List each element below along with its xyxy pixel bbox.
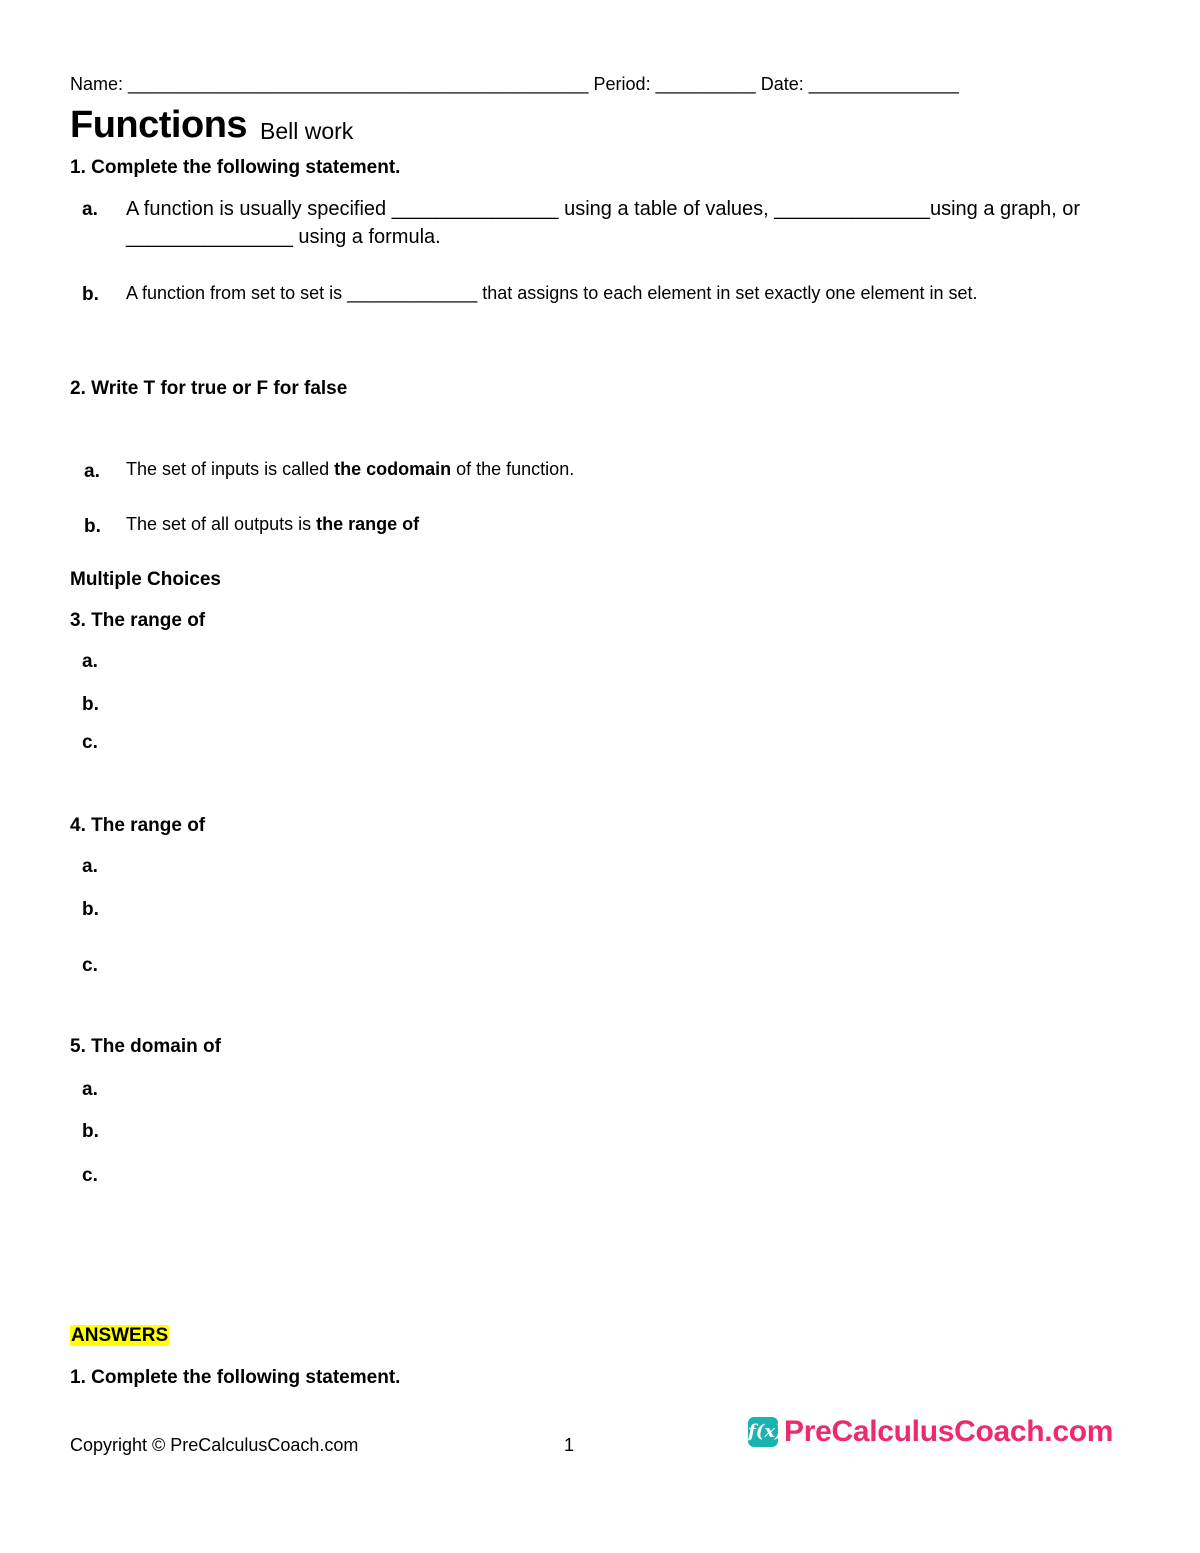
q1-b-text: A function from set to set is _____________ that assigns to each element in set exactly one element in set. (126, 283, 978, 303)
q1-b-label: b. (82, 284, 99, 305)
period-label: Period: (588, 74, 656, 94)
answers-question-1-heading: 1. Complete the following statement. (70, 1367, 401, 1388)
q2-b-label: b. (84, 516, 101, 537)
name-label: Name: (70, 74, 129, 94)
q4-option-b: b. (82, 899, 99, 920)
function-icon: f(x) (748, 1417, 778, 1447)
page-subtitle: Bell work (260, 118, 354, 144)
q3-option-a: a. (82, 651, 98, 672)
period-blank[interactable]: __________ (655, 74, 756, 94)
student-info-line (70, 74, 959, 95)
name-blank[interactable]: ______________________________________________ (128, 74, 589, 94)
question-2-heading: 2. Write T for true or F for false (70, 378, 348, 399)
q2-a-text: The set of inputs is called the codomain of the function. (126, 459, 575, 479)
date-blank[interactable]: _______________ (808, 74, 959, 94)
logo-text: PreCalculusCoach.com (784, 1415, 1114, 1448)
page-number: 1 (564, 1435, 575, 1455)
question-5-heading: 5. The domain of (70, 1036, 221, 1057)
answers-heading: ANSWERS (71, 1325, 169, 1346)
q4-option-c: c. (82, 955, 98, 976)
q3-option-b: b. (82, 694, 99, 715)
q5-option-a: a. (82, 1079, 98, 1100)
q1-a-line2: _______________ using a formula. (126, 226, 441, 248)
q3-option-c: c. (82, 732, 98, 753)
q4-option-a: a. (82, 856, 98, 877)
q2-b-text: The set of all outputs is the range of (126, 514, 420, 534)
question-3-heading: 3. The range of (70, 610, 206, 631)
page-title: Functions (70, 104, 248, 146)
question-1-heading: 1. Complete the following statement. (70, 157, 401, 178)
q1-a-label: a. (82, 199, 98, 220)
q1-a-line1: A function is usually specified _______________ using a table of values, ______________using a graph, or (126, 198, 1081, 220)
precalculuscoach-logo (748, 1415, 1113, 1449)
question-4-heading: 4. The range of (70, 815, 206, 836)
q2-a-label: a. (84, 461, 100, 482)
copyright-text: Copyright © PreCalculusCoach.com (70, 1435, 359, 1455)
date-label: Date: (755, 74, 809, 94)
multiple-choice-heading: Multiple Choices (70, 569, 221, 590)
q5-option-c: c. (82, 1165, 98, 1186)
q5-option-b: b. (82, 1121, 99, 1142)
